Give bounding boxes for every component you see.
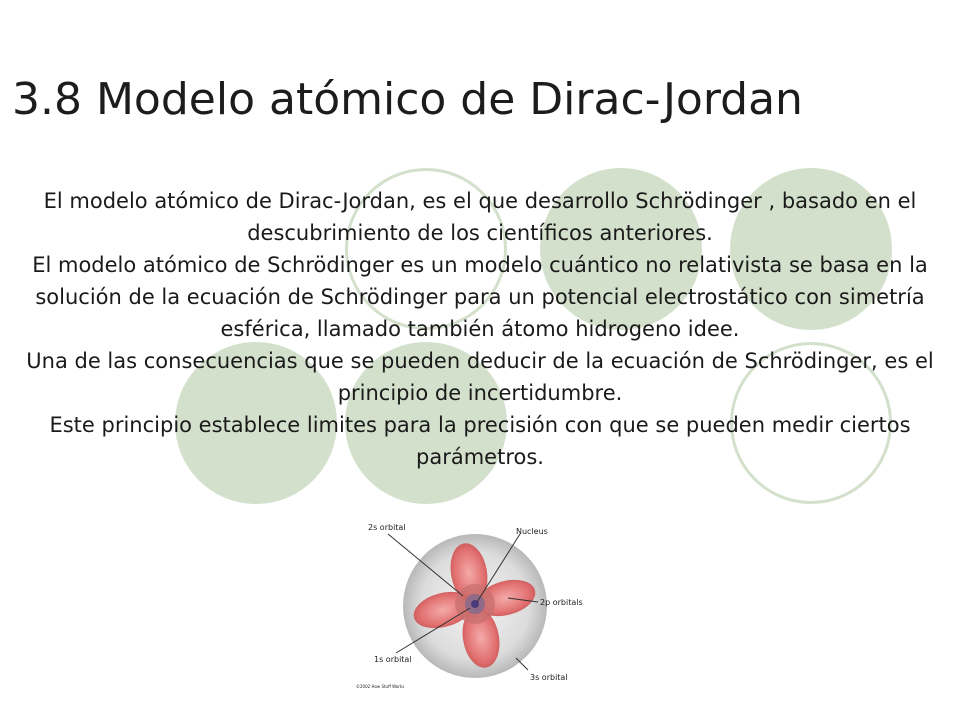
paragraph-1: El modelo atómico de Dirac-Jordan, es el que desarrollo Schrödinger , basado en el descubrimiento de los científicos anteriores. [43, 189, 917, 245]
paragraph-4: Este principio establece limites para la precisión con que se pueden medir ciertos parámetros. [49, 413, 911, 469]
label-2s-orbital: 2s orbital [368, 523, 406, 532]
label-nucleus: Nucleus [516, 527, 548, 536]
orbital-diagram-svg [348, 518, 608, 693]
slide-title: 3.8 Modelo atómico de Dirac-Jordan [12, 74, 803, 125]
atomic-orbital-diagram [348, 518, 608, 693]
label-copyright: ©2002 How Stuff Works [356, 684, 405, 689]
label-3s-orbital: 3s orbital [530, 673, 568, 682]
paragraph-3: Una de las consecuencias que se pueden deducir de la ecuación de Schrödinger, es el principio de incertidumbre. [26, 349, 934, 405]
slide-body [6, 185, 954, 473]
label-1s-orbital: 1s orbital [374, 655, 412, 664]
label-2p-orbitals: 2p orbitals [540, 598, 583, 607]
paragraph-2: El modelo atómico de Schrödinger es un modelo cuántico no relativista se basa en la solución de la ecuación de Schrödinger para un potencial electrostático con simetría esférica, llamado también átomo hidrogeno idee. [32, 253, 928, 341]
